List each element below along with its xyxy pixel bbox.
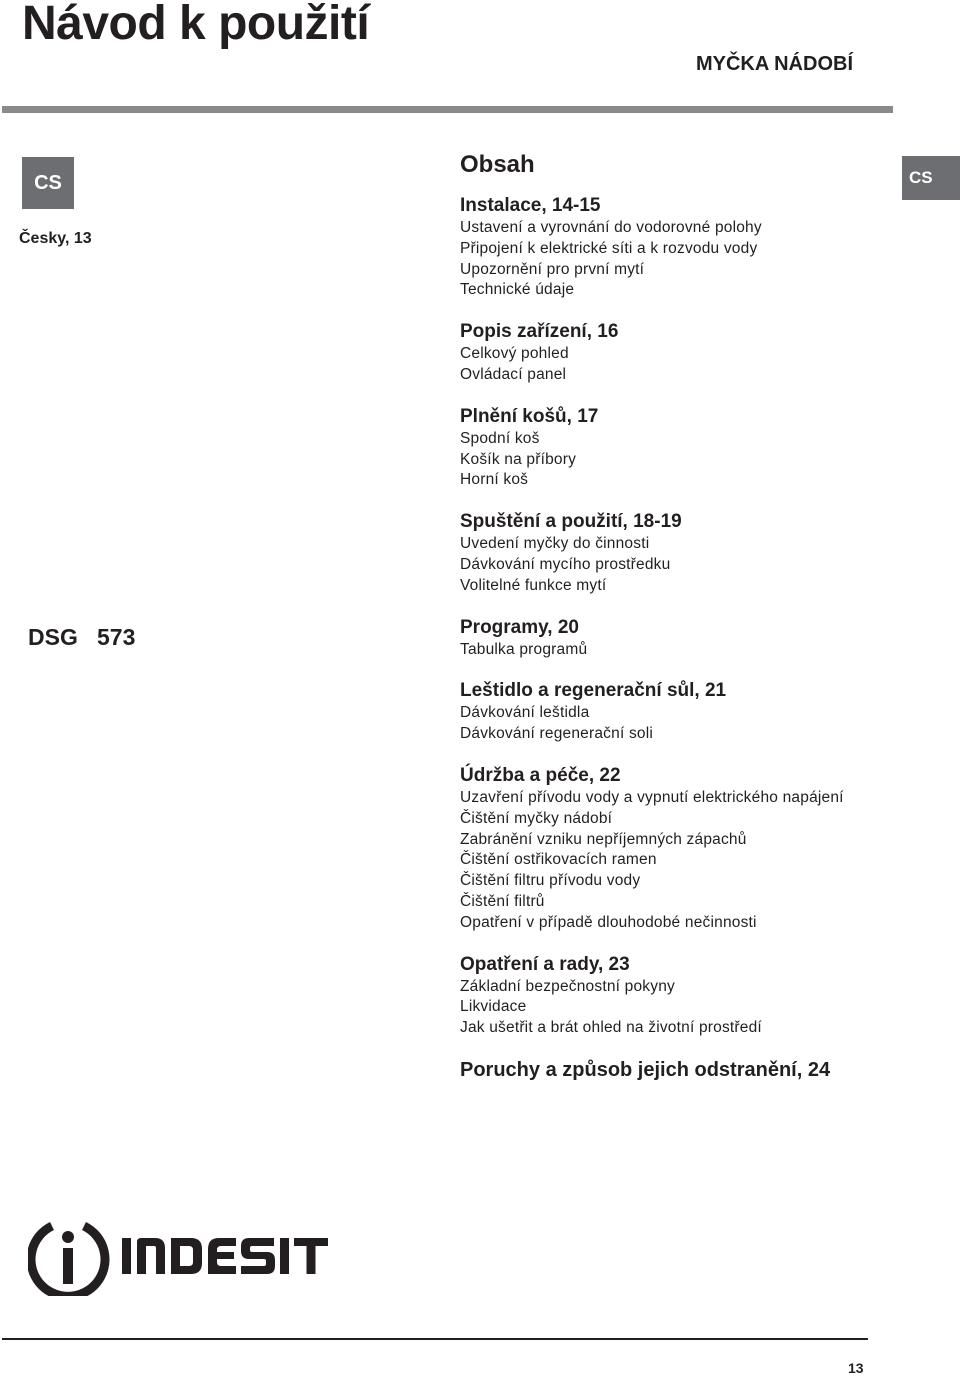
toc-section: [460, 510, 900, 596]
toc-section-items: [460, 218, 900, 301]
toc-section: [460, 405, 900, 491]
toc-item: Košík na příbory: [460, 450, 577, 468]
language-label: Česky, 13: [19, 230, 92, 247]
toc-section-items: [460, 429, 900, 491]
toc-item: Spodní koš: [460, 429, 540, 447]
model-number: DSG 573: [28, 624, 136, 650]
indesit-wordmark: [122, 1238, 328, 1274]
toc-item: Opatření v případě dlouhodobé nečinnosti: [460, 913, 757, 931]
toc-item: Čištění filtru přívodu vody: [460, 872, 641, 890]
toc-section-items: [460, 788, 900, 934]
toc-item: Čištění filtrů: [460, 892, 545, 910]
toc-section-title: Programy, 20: [460, 616, 579, 638]
toc-item: Jak ušetřit a brát ohled na životní prostředí: [460, 1019, 762, 1037]
toc-item: Ustavení a vyrovnání do vodorovné polohy: [460, 219, 762, 236]
bottom-divider: [2, 1338, 868, 1340]
toc-section: [460, 616, 900, 661]
toc-item: Čištění myčky nádobí: [460, 809, 613, 827]
toc-section-title: Popis zařízení, 16: [460, 321, 619, 343]
language-code-badge: CS: [22, 157, 74, 209]
toc-item: Zabránění vzniku nepříjemných zápachů: [460, 830, 747, 848]
toc-item: Dávkování leštidla: [460, 704, 590, 722]
toc-item: Likvidace: [460, 998, 527, 1016]
toc-item: Dávkování regenerační soli: [460, 725, 654, 743]
toc-section-title: Instalace, 14-15: [460, 195, 601, 216]
top-divider: [2, 106, 893, 113]
toc-section: [460, 953, 900, 1039]
toc-section-items: [460, 977, 900, 1039]
product-type: MYČKA NÁDOBÍ: [695, 53, 853, 75]
toc-section: [460, 320, 900, 386]
toc-item: Uvedení myčky do činnosti: [460, 535, 650, 553]
toc-section-items: [460, 344, 900, 386]
indesit-logo: [28, 1214, 328, 1296]
toc-item: Technické údaje: [460, 281, 575, 299]
toc-item: Horní koš: [460, 471, 529, 489]
indesit-logo-icon: [31, 1226, 105, 1296]
toc-section-items: [460, 534, 900, 596]
toc-section-items: [460, 703, 900, 745]
document-title: Návod k použití: [22, 0, 370, 50]
toc-heading: Obsah: [460, 151, 535, 178]
toc-section-title: Spuštění a použití, 18-19: [460, 511, 682, 533]
toc-item: Ovládací panel: [460, 365, 567, 383]
toc-section-title: Poruchy a způsob jejich odstranění, 24: [460, 1058, 831, 1081]
toc-section-items: [460, 640, 900, 661]
toc-section: [460, 194, 900, 301]
toc-section: [460, 679, 900, 745]
toc-section: [460, 1058, 900, 1082]
toc-section-title: Leštidlo a regenerační sůl, 21: [460, 680, 727, 702]
table-of-contents: [460, 150, 900, 1101]
toc-item: Volitelné funkce mytí: [460, 576, 607, 594]
toc-item: Tabulka programů: [460, 640, 588, 658]
toc-section-title: Plnění košů, 17: [460, 405, 599, 427]
toc-section-title: Opatření a rady, 23: [460, 953, 630, 975]
toc-item: Upozornění pro první mytí: [460, 260, 645, 278]
toc-item: Uzavření přívodu vody a vypnutí elektrického napájení: [460, 788, 844, 806]
toc-item: Dávkování mycího prostředku: [460, 555, 671, 573]
toc-section-title: Údržba a péče, 22: [460, 764, 621, 786]
toc-item: Čištění ostřikovacích ramen: [460, 851, 657, 869]
language-side-tab: CS: [902, 156, 960, 200]
toc-item: Základní bezpečnostní pokyny: [460, 977, 675, 995]
page-number: 13: [848, 1360, 864, 1376]
toc-section: [460, 764, 900, 934]
toc-item: Připojení k elektrické síti a k rozvodu vody: [460, 239, 758, 257]
toc-sections: [460, 194, 900, 1082]
toc-item: Celkový pohled: [460, 345, 569, 363]
